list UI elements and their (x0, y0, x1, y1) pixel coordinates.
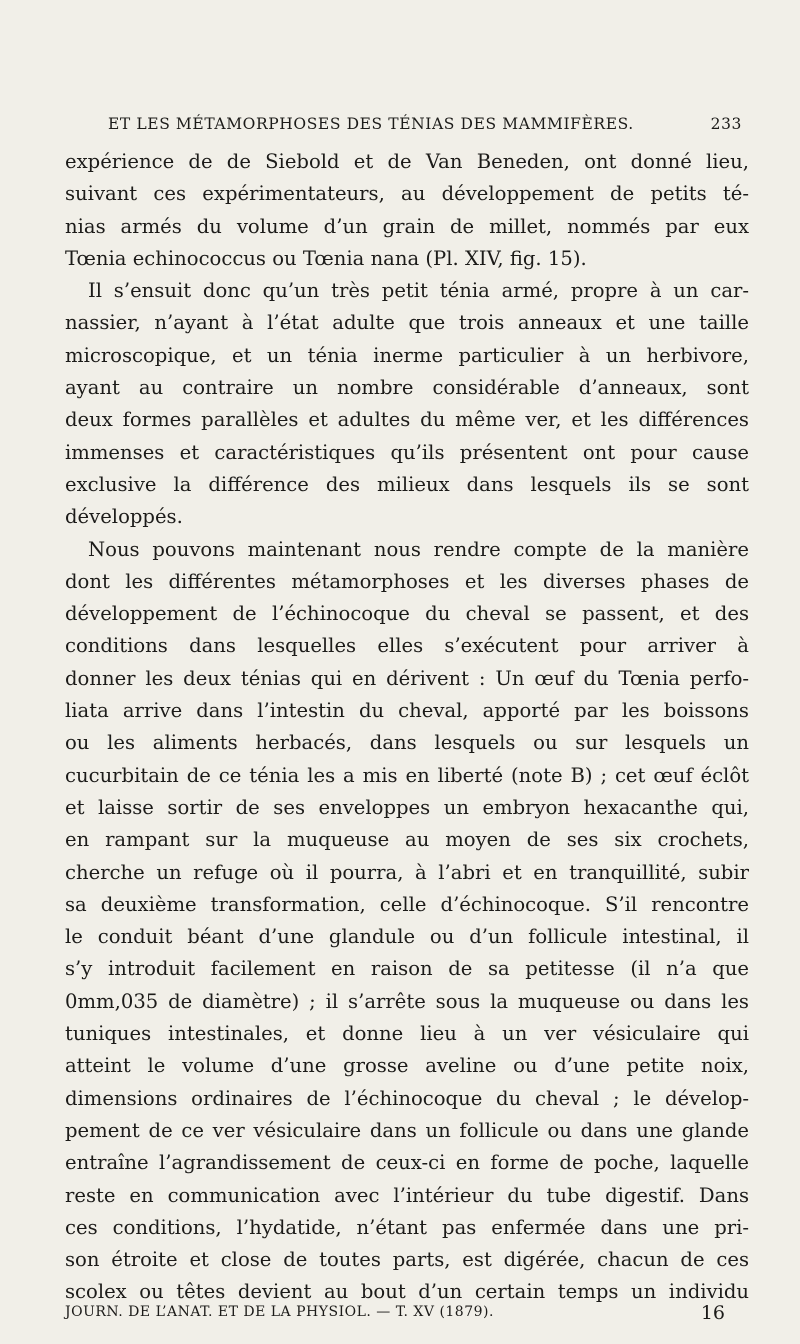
text-line: reste en communication avec l’intérieur du tube digestif. Dans (65, 1183, 749, 1207)
text-line: en rampant sur la muqueuse au moyen de ses six crochets, (65, 828, 749, 852)
text-line: expérience de de Siebold et de Van Beneden, ont donné lieu, (65, 150, 749, 173)
text-line: dimensions ordinaires de l’échinocoque du cheval ; le dévelop- (65, 1086, 749, 1110)
text-line: deux formes parallèles et adultes du même ver, et les différences (65, 408, 749, 432)
text-line: ayant au contraire un nombre considérable d’anneaux, sont (65, 376, 749, 400)
running-title: ET LES MÉTAMORPHOSES DES TÉNIAS DES MAMMIFÈRES. (108, 115, 634, 133)
journal-citation: JOURN. DE L’ANAT. ET DE LA PHYSIOL. — T. XV (1879). (65, 1304, 494, 1320)
text-line: immenses et caractéristiques qu’ils présentent ont pour cause (65, 440, 749, 464)
text-line: sa deuxième transformation, celle d’échinocoque. S’il rencontre (65, 892, 749, 916)
text-line: suivant ces expérimentateurs, au développement de petits té- (65, 182, 749, 206)
text-line: scolex ou têtes devient au bout d’un certain temps un individu (65, 1280, 749, 1304)
text-line: le conduit béant d’une glandule ou d’un follicule intestinal, il (65, 925, 749, 949)
text-line: ces conditions, l’hydatide, n’étant pas enfermée dans une pri- (65, 1215, 749, 1239)
text-line: ou les aliments herbacés, dans lesquels ou sur lesquels un (65, 731, 749, 755)
text-line: développement de l’échinocoque du cheval se passent, et des (65, 602, 749, 626)
text-line: Tœnia echinococcus ou Tœnia nana (Pl. XIV, fig. 15). (65, 246, 587, 270)
text-line: atteint le volume d’une grosse aveline ou d’une petite noix, (65, 1054, 749, 1078)
page-number: 233 (710, 115, 742, 133)
text-line: et laisse sortir de ses enveloppes un embryon hexacanthe qui, (65, 795, 749, 819)
text-line: cucurbitain de ce ténia les a mis en liberté (note B) ; cet œuf éclôt (65, 763, 749, 787)
text-line: 0mm,035 de diamètre) ; il s’arrête sous la muqueuse ou dans les (65, 989, 749, 1013)
body-text (65, 146, 749, 1309)
text-line: conditions dans lesquelles elles s’exécutent pour arriver à (65, 634, 749, 658)
text-line: nassier, n’ayant à l’état adulte que trois anneaux et une taille (65, 311, 749, 335)
text-line: son étroite et close de toutes parts, est digérée, chacun de ces (65, 1248, 749, 1272)
text-line: s’y introduit facilement en raison de sa petitesse (il n’a que (65, 957, 749, 981)
text-line: développés. (65, 505, 183, 529)
text-line: tuniques intestinales, et donne lieu à un ver vésiculaire qui (65, 1022, 749, 1046)
text-line: entraîne l’agrandissement de ceux-ci en forme de poche, laquelle (65, 1151, 749, 1175)
text-line: cherche un refuge où il pourra, à l’abri et en tranquillité, subir (65, 860, 749, 884)
text-line: Nous pouvons maintenant nous rendre compte de la manière (88, 537, 749, 561)
text-line: liata arrive dans l’intestin du cheval, apporté par les boissons (65, 699, 749, 723)
text-line: nias armés du volume d’un grain de millet, nommés par eux (65, 214, 749, 238)
text-line: exclusive la différence des milieux dans lesquels ils se sont (65, 472, 749, 496)
signature-mark: 16 (700, 1302, 725, 1324)
text-line: microscopique, et un ténia inerme particulier à un herbivore, (65, 343, 749, 367)
text-line: donner les deux ténias qui en dérivent : Un œuf du Tœnia perfo- (65, 666, 749, 690)
text-line: Il s’ensuit donc qu’un très petit ténia armé, propre à un car- (88, 279, 749, 303)
text-line: dont les différentes métamorphoses et les diverses phases de (65, 569, 749, 593)
text-line: pement de ce ver vésiculaire dans un follicule ou dans une glande (65, 1118, 749, 1142)
